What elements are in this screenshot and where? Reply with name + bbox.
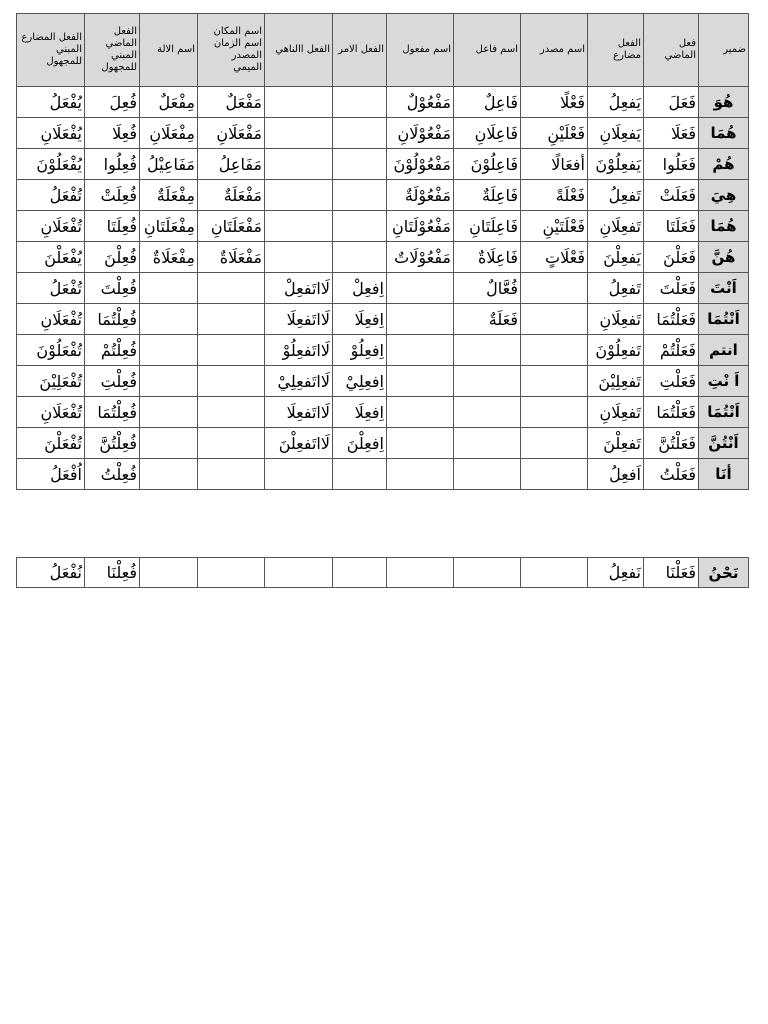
table-cell: فَعَلَتْ	[644, 180, 699, 211]
table-cell: فَعْلَتَيْنِ	[521, 211, 588, 242]
table-cell: فَعَلْنَ	[644, 242, 699, 273]
table-row	[17, 149, 749, 180]
table-cell	[198, 459, 265, 490]
table-cell: يَفعِلُوْنَ	[588, 149, 644, 180]
table-cell	[265, 149, 333, 180]
pronoun-cell: اَنْتُمَا	[699, 304, 749, 335]
pronoun-cell: اَنْتَ	[699, 273, 749, 304]
table-cell: لَااتَفعِلُوْ	[265, 335, 333, 366]
table-cell	[454, 428, 521, 459]
header-passive-participle: اسم مفعول	[387, 14, 454, 87]
table-cell: فُعِلَا	[85, 118, 140, 149]
header-place-time-noun: اسم المكان اسم الزمان المصدر الميمي	[198, 14, 265, 87]
table-cell: اِفعِلُوْ	[333, 335, 387, 366]
table-cell: فُعِلْنَا	[85, 558, 140, 588]
table-cell	[265, 558, 333, 588]
table-cell	[333, 558, 387, 588]
table-cell	[387, 335, 454, 366]
table-row	[17, 397, 749, 428]
table-cell	[521, 397, 588, 428]
table-cell: اِفعِلْ	[333, 273, 387, 304]
table-row	[17, 366, 749, 397]
pronoun-cell: أنَا	[699, 459, 749, 490]
header-prohibitive: الفعل االناهي	[265, 14, 333, 87]
table-row	[17, 87, 749, 118]
table-cell: فُعِلْتُنَّ	[85, 428, 140, 459]
table-cell: مِفْعَلَانِ	[140, 118, 198, 149]
table-cell: لَااتَفعِلْ	[265, 273, 333, 304]
table-cell: أفعَالًا	[521, 149, 588, 180]
table-cell: مَفْعُوْلَتَانِ	[387, 211, 454, 242]
table-row	[17, 558, 749, 588]
conjugation-table	[16, 13, 749, 490]
table-cell	[140, 366, 198, 397]
table-cell: تَفعِلُ	[588, 273, 644, 304]
table-cell	[387, 459, 454, 490]
table-cell: اَفعِلُ	[588, 459, 644, 490]
header-present-verb: الفعل مضارع	[588, 14, 644, 87]
header-imperative: الفعل الامر	[333, 14, 387, 87]
table-cell: فَعْلَاتٍ	[521, 242, 588, 273]
table-cell: نُفْعَلُ	[17, 558, 85, 588]
table-cell	[521, 366, 588, 397]
table-cell	[521, 273, 588, 304]
header-row	[17, 14, 749, 87]
first-person-plural-table	[16, 557, 749, 588]
table-cell: نَفعِلُ	[588, 558, 644, 588]
pronoun-cell: هُمَا	[699, 211, 749, 242]
table-row	[17, 180, 749, 211]
table-cell: اُفْعَلُ	[17, 459, 85, 490]
table-cell	[333, 459, 387, 490]
table-cell	[521, 335, 588, 366]
table-cell: يُفْعَلَانِ	[17, 118, 85, 149]
pronoun-cell: اَنْتُنَّ	[699, 428, 749, 459]
table-cell	[140, 397, 198, 428]
header-verbal-noun: اسم مصدر	[521, 14, 588, 87]
pronoun-cell: اَنْتُمَا	[699, 397, 749, 428]
table-cell: مَفْعُوْلَانِ	[387, 118, 454, 149]
table-cell: فَعَلْتِ	[644, 366, 699, 397]
header-active-participle: اسم فاعل	[454, 14, 521, 87]
table-cell: يُفْعَلُوْنَ	[17, 149, 85, 180]
table-cell: مَفْعَلَتَانِ	[198, 211, 265, 242]
table-cell: اِفعِلَا	[333, 397, 387, 428]
table-cell	[387, 273, 454, 304]
table-cell: تُفْعَلَانِ	[17, 397, 85, 428]
table-cell	[454, 397, 521, 428]
table-cell: مِفْعَلَاةٌ	[140, 242, 198, 273]
table-cell: يُفْعَلْنَ	[17, 242, 85, 273]
table-row	[17, 211, 749, 242]
table-cell: فَاعِلَةٌ	[454, 180, 521, 211]
table-cell: يَفعِلْنَ	[588, 242, 644, 273]
table-cell: تُفْعَلُ	[17, 180, 85, 211]
table-cell: مَفْعُوْلٌ	[387, 87, 454, 118]
pronoun-cell: نَحْنُ	[699, 558, 749, 588]
pronoun-cell: هُمْ	[699, 149, 749, 180]
table-cell	[198, 366, 265, 397]
table-cell: مَفْعُوْلَاتٌ	[387, 242, 454, 273]
table-cell: اِفعِلِيْ	[333, 366, 387, 397]
table-cell	[387, 304, 454, 335]
header-instrument-noun: اسم الالة	[140, 14, 198, 87]
header-pronoun: ضمير	[699, 14, 749, 87]
table-cell	[387, 397, 454, 428]
table-cell	[333, 211, 387, 242]
table-cell: فُعَّالٌ	[454, 273, 521, 304]
table-cell: مِفْعَلٌ	[140, 87, 198, 118]
table-row	[17, 118, 749, 149]
table-cell	[198, 428, 265, 459]
table-cell	[265, 87, 333, 118]
table-cell: فَاعِلَاةٌ	[454, 242, 521, 273]
table-cell: فَاعِلَتَانِ	[454, 211, 521, 242]
table-cell	[198, 304, 265, 335]
table-cell: تَفعِلُ	[588, 180, 644, 211]
table-cell: فَعَلْتُمَا	[644, 397, 699, 428]
table-cell: تَفعِلَانِ	[588, 304, 644, 335]
table-cell: لَااتَفعِلِيْ	[265, 366, 333, 397]
table-cell: تَفعِلْنَ	[588, 428, 644, 459]
table-cell	[140, 459, 198, 490]
header-passive-past: الفعل الماضي المبني للمجهول	[85, 14, 140, 87]
table-cell: فَعَلَتَا	[644, 211, 699, 242]
table-cell: فَعْلَةً	[521, 180, 588, 211]
table-cell: فَعَلْتُنَّ	[644, 428, 699, 459]
table-cell: فُعِلُوا	[85, 149, 140, 180]
table-cell: لَااتَفعِلَا	[265, 397, 333, 428]
pronoun-cell: هِيَ	[699, 180, 749, 211]
table-cell: لَااتَفعِلَا	[265, 304, 333, 335]
table-cell	[140, 428, 198, 459]
table-cell: مِفْعَلَتَانِ	[140, 211, 198, 242]
table-row	[17, 242, 749, 273]
table-cell	[140, 273, 198, 304]
table-cell: تُفْعَلُ	[17, 273, 85, 304]
header-passive-present: الفعل المضارع المبني للمجهول	[17, 14, 85, 87]
table-cell: فُعِلْتِ	[85, 366, 140, 397]
table-row	[17, 273, 749, 304]
table-cell	[454, 459, 521, 490]
table-cell	[265, 242, 333, 273]
table-cell: فَعَلْتُ	[644, 459, 699, 490]
table-row	[17, 459, 749, 490]
table-cell	[333, 118, 387, 149]
table-cell: تَفعِلَانِ	[588, 211, 644, 242]
table-cell: مَفْعَلَةٌ	[198, 180, 265, 211]
pronoun-cell: هُوَ	[699, 87, 749, 118]
table-cell: فَعْلًا	[521, 87, 588, 118]
table-cell	[387, 366, 454, 397]
table-cell	[454, 366, 521, 397]
table-cell: مَفْعُوْلَةٌ	[387, 180, 454, 211]
table-cell: فَاعِلٌ	[454, 87, 521, 118]
pronoun-cell: هُنَّ	[699, 242, 749, 273]
table-cell: فَعَلْنَا	[644, 558, 699, 588]
table-cell: فَاعِلُوْنَ	[454, 149, 521, 180]
table-cell: فَعَلْتُمَا	[644, 304, 699, 335]
table-cell: مَفَاعِيْلُ	[140, 149, 198, 180]
table-cell: فَعَلَةٌ	[454, 304, 521, 335]
table-cell	[140, 558, 198, 588]
table-cell	[198, 273, 265, 304]
table-cell: مَفْعُوْلُوْنَ	[387, 149, 454, 180]
table-cell: فَعَلَ	[644, 87, 699, 118]
table-cell	[265, 459, 333, 490]
table-cell	[198, 335, 265, 366]
table-cell	[265, 180, 333, 211]
table-cell: يَفعِلُ	[588, 87, 644, 118]
table-cell: اِفعِلْنَ	[333, 428, 387, 459]
table-cell	[333, 149, 387, 180]
header-past-verb: فعل الماضي	[644, 14, 699, 87]
table-cell: مَفْعَلَاةٌ	[198, 242, 265, 273]
table-cell	[333, 87, 387, 118]
table-row	[17, 304, 749, 335]
table-cell: اِفعِلَا	[333, 304, 387, 335]
table-cell	[454, 335, 521, 366]
table-cell	[387, 558, 454, 588]
table-cell: تُفْعَلَانِ	[17, 304, 85, 335]
table-cell	[387, 428, 454, 459]
table-cell	[265, 211, 333, 242]
table-cell: يُفْعَلُ	[17, 87, 85, 118]
table-cell: لَااتَفعِلْنَ	[265, 428, 333, 459]
table-cell	[333, 242, 387, 273]
table-row	[17, 335, 749, 366]
table-cell: مَفَاعِلُ	[198, 149, 265, 180]
table-cell	[521, 428, 588, 459]
table-cell	[140, 304, 198, 335]
table-cell	[521, 304, 588, 335]
table-cell: مَفْعَلٌ	[198, 87, 265, 118]
table-cell: فُعِلَتَا	[85, 211, 140, 242]
pronoun-cell: اَ نْتِ	[699, 366, 749, 397]
table-cell: تَفعِلِيْنَ	[588, 366, 644, 397]
pronoun-cell: هُمَا	[699, 118, 749, 149]
table-cell: فُعِلْتُ	[85, 459, 140, 490]
table-cell: فَعَلُوا	[644, 149, 699, 180]
table-cell	[140, 335, 198, 366]
table-cell: تُفْعَلْنَ	[17, 428, 85, 459]
table-cell: فُعِلْتُمْ	[85, 335, 140, 366]
table-cell: فَعَلَا	[644, 118, 699, 149]
table-cell	[198, 558, 265, 588]
pronoun-cell: انتم	[699, 335, 749, 366]
table-cell	[521, 459, 588, 490]
table-cell	[333, 180, 387, 211]
table-cell: فَعَلْتُمْ	[644, 335, 699, 366]
table-cell: فُعِلْتُمَا	[85, 397, 140, 428]
table-cell: مِفْعَلَةٌ	[140, 180, 198, 211]
table-cell	[265, 118, 333, 149]
table-cell: فُعِلْتَ	[85, 273, 140, 304]
table-cell	[454, 558, 521, 588]
table-cell: يَفعِلَانِ	[588, 118, 644, 149]
table-cell: تُفْعَلَانِ	[17, 211, 85, 242]
table-cell: تَفعِلُوْنَ	[588, 335, 644, 366]
table-cell	[198, 397, 265, 428]
table-cell	[521, 558, 588, 588]
table-cell: فَعْلَيْنِ	[521, 118, 588, 149]
table-cell: فُعِلْتُمَا	[85, 304, 140, 335]
table-cell: تُفْعَلِيْنَ	[17, 366, 85, 397]
table-row	[17, 428, 749, 459]
table-cell: تَفعِلَانِ	[588, 397, 644, 428]
table-cell: تُفْعَلُوْنَ	[17, 335, 85, 366]
table-cell: فَعَلْتَ	[644, 273, 699, 304]
table-cell: فُعِلْنَ	[85, 242, 140, 273]
table-cell: فُعِلَ	[85, 87, 140, 118]
table-cell: فَاعِلَانِ	[454, 118, 521, 149]
table-cell: مَفْعَلَانِ	[198, 118, 265, 149]
table-cell: فُعِلَتْ	[85, 180, 140, 211]
